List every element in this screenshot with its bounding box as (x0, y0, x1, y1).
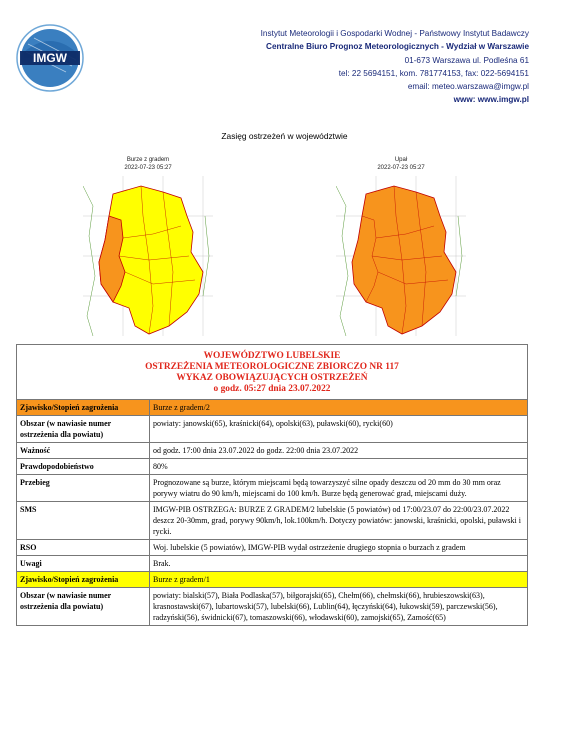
banner-line: WYKAZ OBOWIĄZUJĄCYCH OSTRZEŻEŃ (176, 373, 368, 383)
row-value: od godz. 17:00 dnia 23.07.2022 do godz. 22:00 dnia 23.07.2022 (150, 443, 528, 459)
email: email: meteo.warszawa@imgw.pl (407, 82, 529, 92)
row-value: powiaty: bialski(57), Biała Podlaska(57), biłgorajski(65), Chełm(66), chełmski(66), hrubieszowski(63), krasnostawski(67), lubartowski(57), lubelski(66), Lublin(64), łęczyński(64), łukowski(59), parczewski(56), radzyński(56), świdnicki(67), tomaszowski(66), włodawski(60), zamojski(65), Zamość(65) (150, 588, 528, 626)
website: www: www.imgw.pl (453, 95, 529, 105)
institute-header (261, 27, 529, 107)
table-row (17, 556, 528, 572)
row-value: 80% (150, 459, 528, 475)
banner-line: OSTRZEŻENIA METEOROLOGICZNE ZBIORCZO NR 117 (145, 362, 399, 372)
phone: tel: 22 5694151, kom. 781774153, fax: 022-5694151 (338, 68, 529, 78)
row-label: Zjawisko/Stopień zagrożenia (17, 572, 150, 588)
table-row (17, 475, 528, 502)
table-row (17, 502, 528, 540)
logo-text: IMGW (33, 51, 67, 65)
section-title: Zasięg ostrzeżeń w województwie (221, 131, 348, 141)
map-caption-heat (336, 156, 466, 172)
row-value: Prognozowane są burze, którym miejscami będą towarzyszyć silne opady deszczu od 20 mm do 30 mm oraz porywy wiatru do 90 km/h, miejscami do 100 km/h. Burze będą generować grad, miejscami duży. (150, 475, 528, 502)
map-date: 2022-07-23 05:27 (124, 165, 172, 171)
row-label: SMS (17, 502, 150, 540)
row-value: IMGW-PIB OSTRZEGA: BURZE Z GRADEM/2 lubelskie (5 powiatów) od 17:00/23.07 do 22:00/23.07.2022 deszcz 20-30mm, grad, porywy 90km/h, lok.100km/h. Dotyczy powiatów: janowski, kraśnicki, opolski, puławski i rycki. (150, 502, 528, 540)
table-row (17, 588, 528, 626)
map-title: Burze z gradem (126, 157, 170, 163)
banner-line: WOJEWÓDZTWO LUBELSKIE (203, 351, 341, 361)
map-caption-storms (83, 156, 213, 172)
row-label: Przebieg (17, 475, 150, 502)
map-storms (83, 176, 213, 336)
row-value: Brak. (150, 556, 528, 572)
imgw-logo (14, 22, 86, 94)
table-row (17, 459, 528, 475)
map-heat (336, 176, 466, 336)
table-row (17, 572, 528, 588)
address: 01-673 Warszawa ul. Podleśna 61 (404, 55, 529, 65)
map-date: 2022-07-23 05:27 (377, 165, 425, 171)
banner-line: o godz. 05:27 dnia 23.07.2022 (213, 384, 331, 394)
row-label: Obszar (w nawiasie numer ostrzeżenia dla powiatu) (17, 588, 150, 626)
row-value: Woj. lubelskie (5 powiatów), IMGW-PIB wydał ostrzeżenie drugiego stopnia o burzach z gradem (150, 540, 528, 556)
row-value: Burze z gradem/2 (150, 400, 528, 416)
row-label: Obszar (w nawiasie numer ostrzeżenia dla powiatu) (17, 416, 150, 443)
row-label: Uwagi (17, 556, 150, 572)
table-row (17, 540, 528, 556)
row-value: powiaty: janowski(65), kraśnicki(64), opolski(63), puławski(60), rycki(60) (150, 416, 528, 443)
row-label: Ważność (17, 443, 150, 459)
banner (17, 345, 528, 400)
institute-name: Instytut Meteorologii i Gospodarki Wodnej - Państwowy Instytut Badawczy (260, 29, 529, 38)
warnings-table (16, 344, 528, 626)
bureau-name: Centralne Biuro Prognoz Meteorologicznych - Wydział w Warszawie (266, 42, 529, 52)
row-value: Burze z gradem/1 (150, 572, 528, 588)
row-label: Zjawisko/Stopień zagrożenia (17, 400, 150, 416)
table-row (17, 443, 528, 459)
table-row (17, 400, 528, 416)
map-title: Upał (394, 157, 408, 163)
table-row (17, 416, 528, 443)
row-label: RSO (17, 540, 150, 556)
row-label: Prawdopodobieństwo (17, 459, 150, 475)
